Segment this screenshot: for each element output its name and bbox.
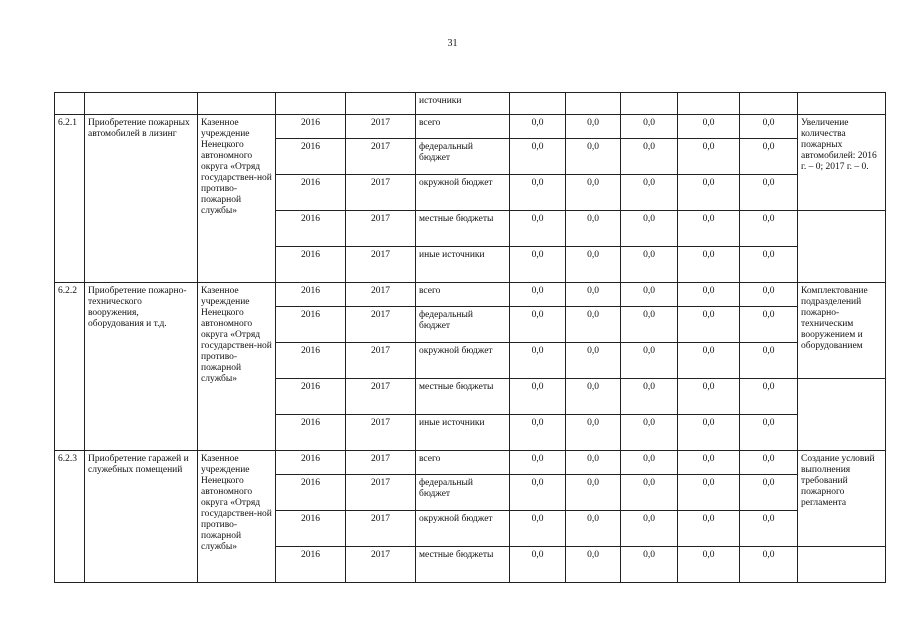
start-year: 2016 [276,139,346,175]
funding-source: всего [416,283,510,307]
item-code: 6.2.1 [55,115,85,283]
start-year: 2016 [276,307,346,343]
amount-cell: 0,0 [566,283,621,307]
amount-cell: 0,0 [566,451,621,475]
amount-cell: 0,0 [510,415,566,451]
amount-cell: 0,0 [510,547,566,583]
amount-cell: 0,0 [510,511,566,547]
start-year: 2016 [276,247,346,283]
item-name: Приобретение пожарных автомобилей в лизинг [85,115,198,283]
funding-source: местные бюджеты [416,379,510,415]
amount-cell: 0,0 [566,211,621,247]
amount-cell: 0,0 [566,247,621,283]
end-year: 2017 [346,247,416,283]
amount-cell: 0,0 [566,547,621,583]
end-year: 2017 [346,175,416,211]
item-code: 6.2.2 [55,283,85,451]
amount-cell: 0,0 [566,415,621,451]
amount-cell: 0,0 [621,211,678,247]
funding-source: иные источники [416,247,510,283]
item-name: Приобретение пожарно-технического вооружения, оборудования и т.д. [85,283,198,451]
cell [798,93,886,115]
amount-cell: 0,0 [621,511,678,547]
cell [798,211,886,283]
funding-source: федеральный бюджет [416,475,510,511]
amount-cell: 0,0 [510,379,566,415]
amount-cell: 0,0 [740,139,798,175]
end-year: 2017 [346,511,416,547]
amount-cell: 0,0 [678,283,740,307]
start-year: 2016 [276,175,346,211]
amount-cell: 0,0 [678,307,740,343]
amount-cell: 0,0 [740,379,798,415]
funding-source: местные бюджеты [416,211,510,247]
amount-cell: 0,0 [510,175,566,211]
amount-cell: 0,0 [678,547,740,583]
end-year: 2017 [346,451,416,475]
cell [198,93,276,115]
amount-cell: 0,0 [621,139,678,175]
funding-source: всего [416,115,510,139]
amount-cell: 0,0 [678,511,740,547]
amount-cell: 0,0 [510,343,566,379]
amount-cell: 0,0 [621,175,678,211]
start-year: 2016 [276,283,346,307]
source-cell: источники [416,93,510,115]
amount-cell: 0,0 [621,379,678,415]
cell [510,93,566,115]
funding-source: окружной бюджет [416,343,510,379]
table-row [55,451,886,475]
amount-cell: 0,0 [566,115,621,139]
amount-cell: 0,0 [621,415,678,451]
amount-cell: 0,0 [740,247,798,283]
amount-cell: 0,0 [510,283,566,307]
program-measures-table [54,92,886,583]
amount-cell: 0,0 [740,115,798,139]
cell [798,379,886,451]
continuation-row [55,93,886,115]
amount-cell: 0,0 [678,379,740,415]
amount-cell: 0,0 [621,343,678,379]
amount-cell: 0,0 [621,475,678,511]
amount-cell: 0,0 [740,175,798,211]
amount-cell: 0,0 [621,115,678,139]
end-year: 2017 [346,343,416,379]
cell [346,93,416,115]
cell [55,93,85,115]
item-executor: Казенное учреждение Ненецкого автономного округа «Отряд государствен-ной противо-пожарной службы» [198,115,276,283]
funding-source: окружной бюджет [416,511,510,547]
amount-cell: 0,0 [566,175,621,211]
amount-cell: 0,0 [621,247,678,283]
amount-cell: 0,0 [740,283,798,307]
start-year: 2016 [276,211,346,247]
end-year: 2017 [346,415,416,451]
amount-cell: 0,0 [740,451,798,475]
item-executor: Казенное учреждение Ненецкого автономного округа «Отряд государствен-ной противо-пожарной службы» [198,283,276,451]
cell [621,93,678,115]
start-year: 2016 [276,475,346,511]
end-year: 2017 [346,283,416,307]
start-year: 2016 [276,415,346,451]
amount-cell: 0,0 [566,379,621,415]
amount-cell: 0,0 [678,415,740,451]
amount-cell: 0,0 [740,475,798,511]
amount-cell: 0,0 [510,115,566,139]
amount-cell: 0,0 [566,139,621,175]
amount-cell: 0,0 [621,451,678,475]
table-row [55,283,886,307]
start-year: 2016 [276,451,346,475]
start-year: 2016 [276,547,346,583]
funding-source: федеральный бюджет [416,307,510,343]
amount-cell: 0,0 [740,307,798,343]
funding-source: местные бюджеты [416,547,510,583]
amount-cell: 0,0 [510,247,566,283]
amount-cell: 0,0 [678,175,740,211]
table-body [55,93,886,583]
funding-source: иные источники [416,415,510,451]
expected-result: Создание условий выполнения требований пожарного регламента [798,451,886,547]
end-year: 2017 [346,547,416,583]
cell [566,93,621,115]
expected-result: Комплектование подразделений пожарно-техническим вооружением и оборудованием [798,283,886,379]
funding-source: всего [416,451,510,475]
amount-cell: 0,0 [621,283,678,307]
item-code: 6.2.3 [55,451,85,583]
start-year: 2016 [276,115,346,139]
page-number: 31 [447,38,458,49]
amount-cell: 0,0 [510,451,566,475]
amount-cell: 0,0 [510,211,566,247]
amount-cell: 0,0 [621,547,678,583]
amount-cell: 0,0 [678,139,740,175]
cell [85,93,198,115]
funding-source: федеральный бюджет [416,139,510,175]
start-year: 2016 [276,511,346,547]
amount-cell: 0,0 [510,139,566,175]
amount-cell: 0,0 [678,343,740,379]
cell [740,93,798,115]
amount-cell: 0,0 [740,211,798,247]
table-row [55,115,886,139]
amount-cell: 0,0 [566,307,621,343]
amount-cell: 0,0 [678,115,740,139]
amount-cell: 0,0 [678,451,740,475]
amount-cell: 0,0 [566,343,621,379]
funding-source: окружной бюджет [416,175,510,211]
item-executor: Казенное учреждение Ненецкого автономного округа «Отряд государствен-ной противо-пожарной службы» [198,451,276,583]
amount-cell: 0,0 [510,475,566,511]
cell [798,547,886,583]
start-year: 2016 [276,343,346,379]
amount-cell: 0,0 [510,307,566,343]
cell [276,93,346,115]
amount-cell: 0,0 [740,415,798,451]
amount-cell: 0,0 [740,547,798,583]
end-year: 2017 [346,379,416,415]
end-year: 2017 [346,139,416,175]
amount-cell: 0,0 [678,475,740,511]
amount-cell: 0,0 [566,511,621,547]
expected-result: Увеличение количества пожарных автомобилей: 2016 г. – 0; 2017 г. – 0. [798,115,886,211]
amount-cell: 0,0 [740,343,798,379]
end-year: 2017 [346,211,416,247]
start-year: 2016 [276,379,346,415]
amount-cell: 0,0 [740,511,798,547]
end-year: 2017 [346,475,416,511]
amount-cell: 0,0 [621,307,678,343]
amount-cell: 0,0 [678,247,740,283]
item-name: Приобретение гаражей и служебных помещений [85,451,198,583]
amount-cell: 0,0 [566,475,621,511]
end-year: 2017 [346,115,416,139]
end-year: 2017 [346,307,416,343]
cell [678,93,740,115]
amount-cell: 0,0 [678,211,740,247]
